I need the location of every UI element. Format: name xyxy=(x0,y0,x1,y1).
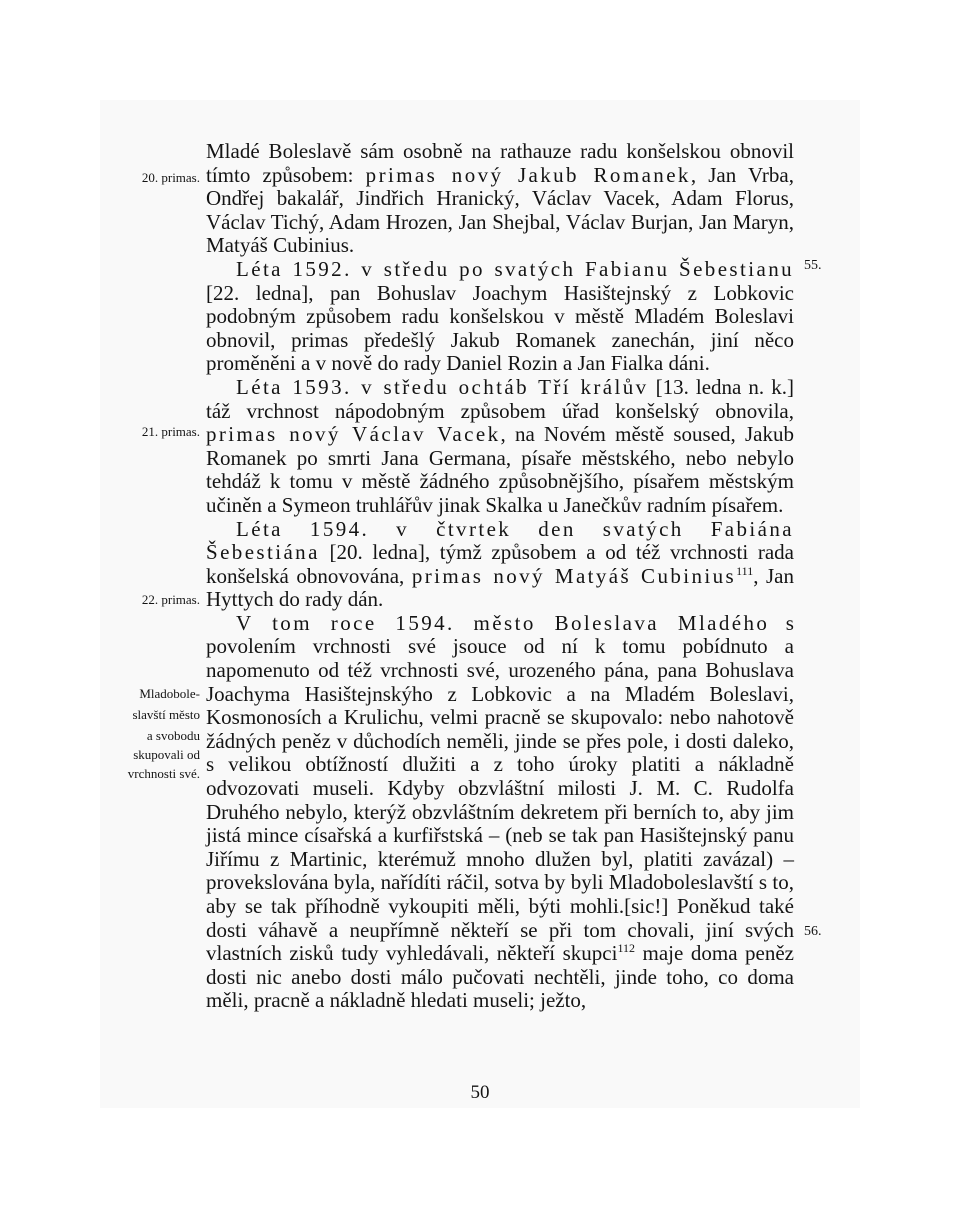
page-number: 50 xyxy=(470,1082,490,1103)
main-text xyxy=(206,140,794,1013)
paragraph xyxy=(206,258,794,376)
spaced-text: primas nový Matyáš Cubinius xyxy=(411,563,737,588)
margin-note-line: slavští město xyxy=(132,707,200,722)
spaced-text: primas nový Jakub Romanek xyxy=(365,162,691,187)
text-run: s povolením vrchnosti své jsouce od ní k tomu pobídnuto a napomenuto od též vrchnosti své, urozeného pána, pana Bohuslava Joachyma Hasištejnskýho z Lobkovic a na Mladém Boleslavi, Kosmonosích a Krulichu, velmi pracně se skupovalo: nebo nahotově žádných peněz v důchodích neměli, jinde se přes pole, i dosti daleko, s velikou obtížností dlužiti a z toho úroky platiti a nákladně odvozovati museli. Kdyby obzvláštní milosti J. M. C. Rudolfa Druhého nebylo, kterýž obzvláštním dekretem při berních to, aby jim jistá mince císařská a kurfiřstská – (neb se tak pan Hasištejnský panu Jiřímu z Martinic, kterémuž mnoho dlužen byl, platiti zavázal) – provekslována byla, nařídíti ráčil, sotva by byli Mladoboleslavští s to, aby se tak příhodně vykoupiti měli, býti mohli.[sic!] Poněkud také dosti váhavě a neupřímně někteří se při tom chovali, jiní svých vlastních zisků tudy vyhledávali, někteří skupci xyxy=(206,610,794,966)
margin-note-line: a svobodu xyxy=(146,728,200,743)
margin-note-mladoboleslavsti xyxy=(100,686,200,781)
margin-note-line: skupovali od xyxy=(133,747,200,762)
paragraph xyxy=(206,140,794,258)
margin-note-line: Mladobole- xyxy=(139,686,200,701)
spaced-text: primas nový Václav Vacek xyxy=(206,422,501,447)
paragraph xyxy=(206,612,794,1013)
spaced-text: Léta 1592. v středu po svatých Fabianu Šebestianu xyxy=(236,256,794,281)
text-run: Mladé Boleslavě sám osobně na rathauze radu konšelskou obnovil tímto způsobem: xyxy=(206,139,794,187)
footnote-ref[interactable]: 111 xyxy=(736,563,754,578)
text-run: [13. ledna n. k.] táž vrchnost nápodobným způsobem úřad konšelský obnovila, xyxy=(206,374,794,423)
text-run: , Jan Hyttych do rady dán. xyxy=(206,563,794,612)
spaced-text: Léta 1593. v středu ochtáb Tří králův xyxy=(236,374,649,399)
paragraph xyxy=(206,518,794,612)
text-run: , Jan Vrba, Ondřej bakalář, Jindřich Hranický, Václav Vacek, Adam Florus, Václav Tichý, Adam Hrozen, Jan Shejbal, Václav Burjan, Jan Maryn, Matyáš Cubinius. xyxy=(206,162,794,258)
spaced-text: Léta 1594. v čtvrtek den svatých Fabiána Šebestiána xyxy=(206,516,794,565)
text-run: [22. ledna], pan Bohuslav Joachym Hasištejnský z Lobkovic podobným způsobem radu konšelskou v městě Mladém Boleslavi obnovil, primas předešlý Jakub Romanek zanechán, jiní něco proměněni a v nově do rady Daniel Rozin a Jan Fialka dáni. xyxy=(206,280,794,376)
margin-page-ref-55: 55. xyxy=(804,258,822,273)
margin-note-primas-20: 20. primas. xyxy=(141,170,200,185)
spaced-text: V tom roce 1594. město Boleslava Mladého xyxy=(236,610,770,635)
margin-note-primas-21: 21. primas. xyxy=(141,424,200,439)
margin-note-line: vrchnosti své. xyxy=(127,766,200,781)
margin-page-ref-56: 56. xyxy=(804,924,822,939)
paragraph xyxy=(206,376,794,518)
footnote-ref[interactable]: 112 xyxy=(617,941,635,956)
text-run: , na Novém městě soused, Jakub Romanek po smrti Jana Germana, písaře městského, nebo nebylo tehdáž k tomu v městě žádného způsobnějšího, písařem městským učiněn a Symeon truhlářův jinak Skalka u Janečkův radním písařem. xyxy=(206,422,794,517)
text-run: [20. ledna], týmž způsobem a od též vrchnosti rada konšelská obnovována, xyxy=(206,540,794,588)
text-run: maje doma peněz dosti nic anebo dosti málo pučovati nechtěli, jinde toho, co doma měli, pracně a nákladně hledati museli; ježto, xyxy=(206,941,794,1013)
margin-note-primas-22: 22. primas. xyxy=(141,592,200,607)
